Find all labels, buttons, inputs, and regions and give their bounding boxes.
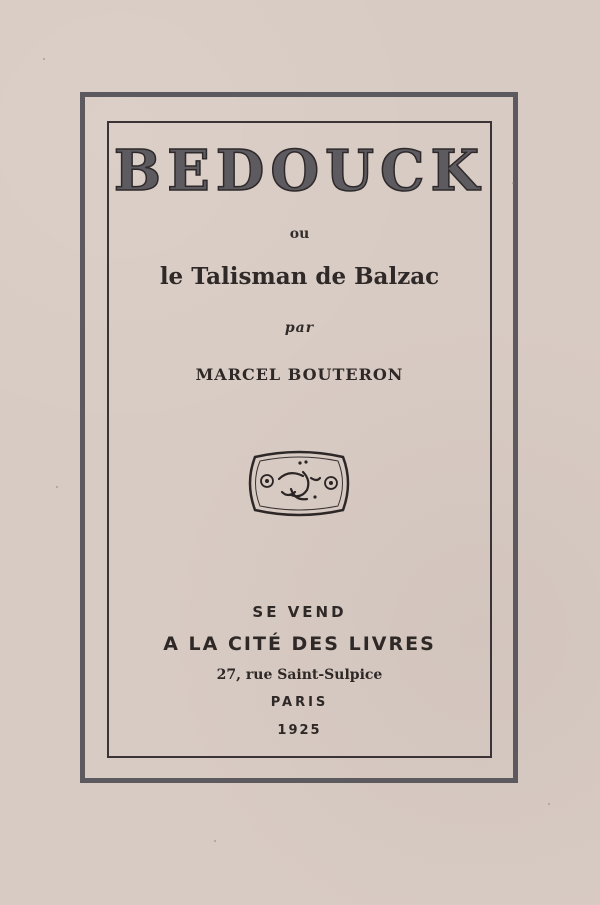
by-label: par bbox=[284, 320, 315, 336]
publication-year: 1925 bbox=[277, 723, 322, 738]
paper-speck bbox=[43, 58, 45, 60]
paper-speck bbox=[56, 486, 58, 488]
paper-speck bbox=[214, 840, 216, 842]
author-name: MARCEL BOUTERON bbox=[195, 365, 404, 384]
book-title: BEDOUCK bbox=[113, 138, 486, 204]
publication-city: PARIS bbox=[270, 695, 329, 710]
arabic-seal-icon bbox=[245, 447, 353, 520]
paper-speck bbox=[512, 182, 514, 184]
bookshop-address: 27, rue Saint-Sulpice bbox=[216, 667, 383, 683]
paper-speck bbox=[548, 803, 550, 805]
sale-notice: SE VEND bbox=[252, 603, 347, 621]
bookshop-name: A LA CITÉ DES LIVRES bbox=[163, 633, 436, 655]
book-subtitle: le Talisman de Balzac bbox=[159, 263, 440, 290]
title-conjunction: ou bbox=[289, 226, 310, 242]
inner-border-frame bbox=[107, 121, 492, 758]
